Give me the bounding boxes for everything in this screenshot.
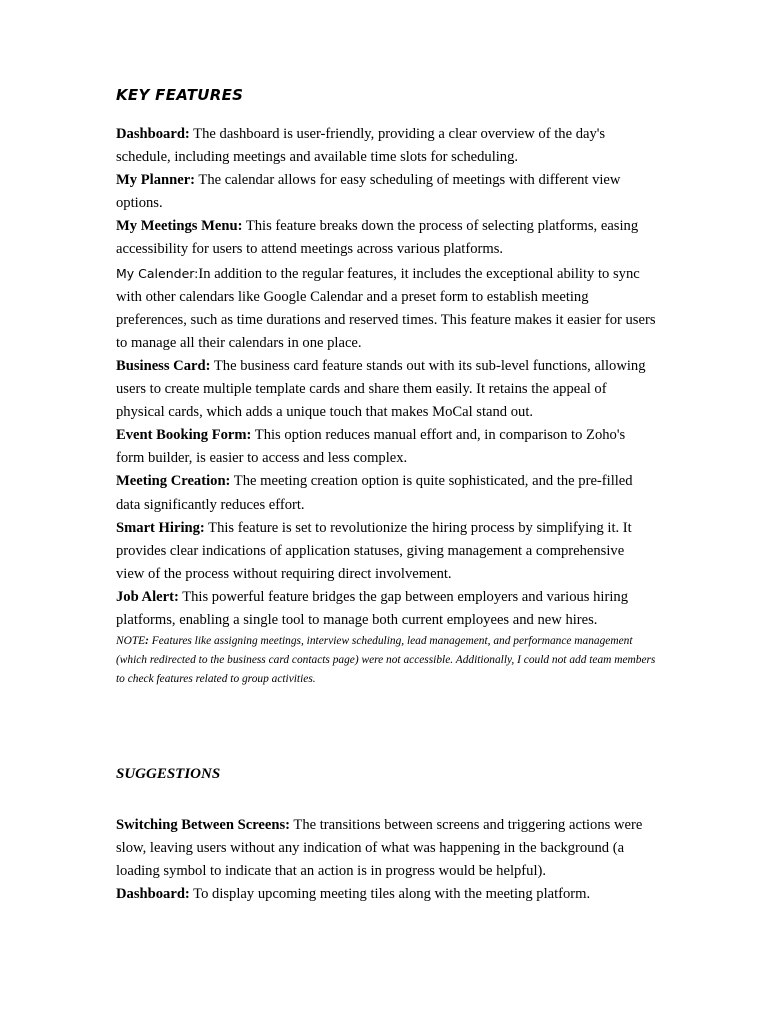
suggestion-dashboard bbox=[116, 883, 656, 906]
feature-text: This feature is set to revolutionize the hiring process by simplifying it. It provides clear indications of application statuses, giving management a comprehensive view of the process without requiring direct involvement. bbox=[116, 519, 632, 582]
feature-term: My Planner: bbox=[116, 172, 196, 189]
feature-text: This powerful feature bridges the gap between employers and various hiring platforms, enabling a single tool to manage both current employees and new hires. bbox=[116, 588, 628, 628]
suggestion-text: The transitions between screens and triggering actions were slow, leaving users without any indication of what was happening in the background (a loading symbol to indicate that an action is in progress would be helpful). bbox=[116, 817, 643, 880]
feature-term: Meeting Creation: bbox=[116, 473, 231, 490]
feature-business-card bbox=[116, 355, 656, 424]
note-text: Features like assigning meetings, interview scheduling, lead management, and performance management (which redirected to the business card contacts page) were not accessible. Additionally, I could not add team members to check features related to group activities. bbox=[116, 635, 656, 686]
note-paragraph bbox=[116, 632, 656, 689]
feature-text: This feature breaks down the process of selecting platforms, easing accessibility for users to attend meetings across various platforms. bbox=[116, 218, 639, 258]
feature-meeting-creation bbox=[116, 470, 656, 516]
feature-my-meetings-menu bbox=[116, 215, 656, 261]
feature-dashboard bbox=[116, 123, 656, 169]
feature-term: Dashboard: bbox=[116, 126, 190, 142]
key-features-heading: KEY FEATURES bbox=[116, 86, 244, 104]
feature-text: The business card feature stands out with its sub-level functions, allowing users to create multiple template cards and share them easily. It retains the appeal of physical cards, which adds a unique touch that makes MoCal stand out. bbox=[116, 357, 646, 421]
feature-text: The meeting creation option is quite sophisticated, and the pre-filled data significantly reduces effort. bbox=[116, 473, 633, 513]
note-colon: : bbox=[145, 635, 149, 648]
suggestion-term: Switching Between Screens: bbox=[116, 817, 291, 833]
feature-text: This option reduces manual effort and, in comparison to Zoho's form builder, is easier to access and less complex. bbox=[116, 427, 626, 467]
suggestion-term: Dashboard: bbox=[116, 886, 190, 903]
note-label: NOTE bbox=[116, 635, 146, 648]
feature-text: In addition to the regular features, it includes the exceptional ability to sync with other calendars like Google Calendar and a preset form to establish meeting preferences, such as time durations and reserved times. This feature makes it easier for users to manage all their calendars in one place. bbox=[116, 265, 656, 351]
key-features-list bbox=[116, 123, 656, 689]
feature-term: My Calender: bbox=[116, 265, 199, 281]
suggestions-heading: SUGGESTIONS bbox=[116, 766, 221, 782]
feature-smart-hiring bbox=[116, 517, 656, 586]
feature-term: Event Booking Form: bbox=[116, 427, 252, 444]
feature-job-alert bbox=[116, 586, 656, 632]
feature-my-calender bbox=[116, 262, 656, 355]
feature-term: My Meetings Menu: bbox=[116, 218, 243, 235]
feature-text: The calendar allows for easy scheduling of meetings with different view options. bbox=[116, 172, 621, 212]
suggestion-text: To display upcoming meeting tiles along with the meeting platform. bbox=[189, 886, 591, 903]
suggestions-list bbox=[116, 814, 656, 906]
feature-event-booking-form bbox=[116, 424, 656, 470]
suggestion-switching-screens bbox=[116, 814, 656, 883]
feature-term: Business Card: bbox=[116, 357, 211, 374]
feature-text: The dashboard is user-friendly, providing a clear overview of the day's schedule, including meetings and available time slots for scheduling. bbox=[116, 126, 606, 166]
feature-term: Smart Hiring: bbox=[116, 519, 205, 536]
feature-term: Job Alert: bbox=[116, 588, 179, 605]
feature-my-planner bbox=[116, 169, 656, 215]
